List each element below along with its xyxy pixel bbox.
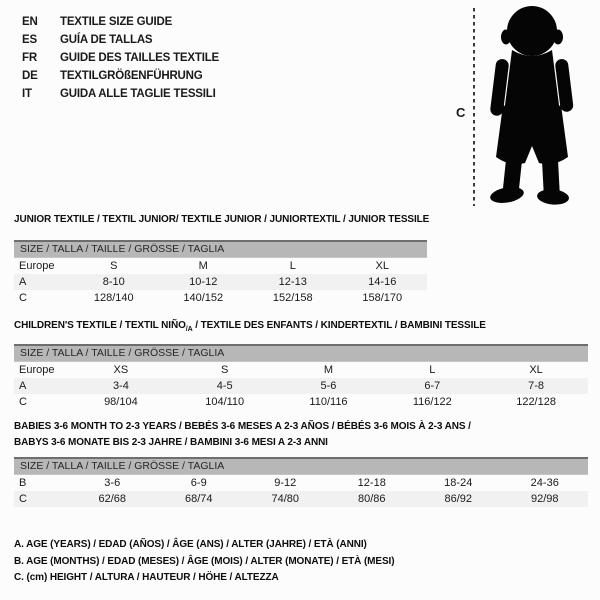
table-cell: 110/116 — [309, 396, 348, 408]
table-row — [14, 274, 427, 290]
table-row — [14, 378, 588, 394]
lang-code: IT — [22, 88, 32, 100]
row-label: C — [19, 493, 27, 505]
row-label: C — [19, 292, 27, 304]
children-title-suffix: / TEXTILE DES ENFANTS / KINDERTEXTIL / BAMBINI TESSILE — [192, 320, 486, 331]
lang-label: GUIDE DES TAILLES TEXTILE — [60, 52, 219, 64]
table-cell: 5-6 — [320, 380, 337, 392]
height-measure-dashed-line — [473, 8, 475, 206]
table-cell: 86/92 — [444, 493, 473, 505]
lang-code: DE — [22, 70, 38, 82]
table-cell: 68/74 — [184, 493, 213, 505]
table-cell: 6-7 — [424, 380, 441, 392]
table-cell: 80/86 — [357, 493, 386, 505]
table-cell: 152/158 — [272, 292, 313, 304]
legend-line-c: C. (cm) HEIGHT / ALTURA / HAUTEUR / HÖHE / ALTEZZA — [14, 572, 279, 583]
table-cell: 7-8 — [528, 380, 545, 392]
table-row — [14, 362, 588, 378]
lang-row-de — [22, 67, 219, 85]
babies-title-line1: BABIES 3-6 MONTH TO 2-3 YEARS / BEBÉS 3-6 MESES A 2-3 AÑOS / BÉBÉS 3-6 MOIS À 2-3 ANS / — [14, 421, 471, 432]
table-cell: 24-36 — [530, 477, 559, 489]
table-cell: S — [110, 260, 118, 272]
language-title-list — [22, 13, 219, 103]
table-cell: XS — [113, 364, 129, 376]
table-cell: 3-6 — [104, 477, 121, 489]
table-row — [14, 394, 588, 410]
baby-silhouette-icon — [482, 5, 582, 207]
lang-label: GUÍA DE TALLAS — [60, 34, 153, 46]
lang-row-en — [22, 13, 219, 31]
size-header-bar: SIZE / TALLA / TAILLE / GRÖSSE / TAGLIA — [14, 240, 427, 258]
babies-section-title — [14, 419, 471, 450]
height-marker-label: C — [456, 105, 466, 120]
table-cell: 104/110 — [205, 396, 245, 408]
table-cell: L — [429, 364, 436, 376]
lang-label: TEXTILGRÖßENFÜHRUNG — [60, 70, 203, 82]
table-cell: L — [289, 260, 296, 272]
table-cell: 14-16 — [368, 276, 397, 288]
table-cell: 4-5 — [216, 380, 233, 392]
table-cell: 18-24 — [444, 477, 473, 489]
junior-size-table — [14, 240, 427, 306]
table-row — [14, 491, 588, 507]
babies-title-line2: BABYS 3-6 MONATE BIS 2-3 JAHRE / BAMBINI 3-6 MESI A 2-3 ANNI — [14, 436, 328, 448]
children-title-prefix: CHILDREN'S TEXTILE / TEXTIL NIÑO — [14, 320, 186, 331]
row-label: Europe — [19, 260, 55, 272]
table-cell: 8-10 — [102, 276, 125, 288]
lang-code: EN — [22, 16, 38, 28]
table-cell: 98/104 — [104, 396, 138, 408]
table-cell: XL — [375, 260, 389, 272]
table-cell: 116/122 — [412, 396, 452, 408]
row-label: A — [19, 276, 27, 288]
row-label: A — [19, 380, 27, 392]
size-header-bar: SIZE / TALLA / TAILLE / GRÖSSE / TAGLIA — [14, 457, 588, 475]
lang-label: GUIDA ALLE TAGLIE TESSILI — [60, 88, 216, 100]
table-cell: 12-13 — [278, 276, 307, 288]
table-cell: 92/98 — [530, 493, 559, 505]
table-cell: 122/128 — [516, 396, 556, 408]
table-cell: 128/140 — [93, 292, 134, 304]
table-cell: 10-12 — [189, 276, 218, 288]
lang-row-es — [22, 31, 219, 49]
size-header-bar: SIZE / TALLA / TAILLE / GRÖSSE / TAGLIA — [14, 344, 588, 362]
table-cell: 158/170 — [362, 292, 403, 304]
lang-row-it — [22, 85, 219, 103]
table-cell: 12-18 — [357, 477, 386, 489]
table-cell: M — [198, 260, 208, 272]
row-label: Europe — [19, 364, 55, 376]
table-cell: M — [323, 364, 334, 376]
table-cell: 140/152 — [183, 292, 224, 304]
legend-line-a: A. AGE (YEARS) / EDAD (AÑOS) / ÂGE (ANS) / ALTER (JAHRE) / ETÀ (ANNI) — [14, 539, 367, 550]
lang-code: ES — [22, 34, 37, 46]
legend-line-b: B. AGE (MONTHS) / EDAD (MESES) / ÂGE (MOIS) / ALTER (MONATE) / ETÀ (MESI) — [14, 555, 395, 567]
children-title-subscript: /A — [185, 326, 193, 333]
row-label: C — [19, 396, 27, 408]
babies-size-table — [14, 457, 588, 507]
table-cell: 3-4 — [112, 380, 129, 392]
children-size-table — [14, 344, 588, 410]
junior-section-title: JUNIOR TEXTILE / TEXTIL JUNIOR/ TEXTILE JUNIOR / JUNIORTEXTIL / JUNIOR TESSILE — [14, 214, 430, 225]
table-cell: 62/68 — [98, 493, 127, 505]
legend — [14, 537, 394, 587]
table-cell: 6-9 — [190, 477, 207, 489]
table-cell: XL — [529, 364, 543, 376]
table-cell: 74/80 — [271, 493, 300, 505]
lang-code: FR — [22, 52, 37, 64]
table-cell: 9-12 — [274, 477, 297, 489]
children-section-title — [14, 320, 486, 333]
table-cell: S — [221, 364, 229, 376]
lang-row-fr — [22, 49, 219, 67]
lang-label: TEXTILE SIZE GUIDE — [60, 16, 173, 28]
table-row — [14, 475, 588, 491]
row-label: B — [19, 477, 27, 489]
table-row — [14, 290, 427, 306]
table-row — [14, 258, 427, 274]
